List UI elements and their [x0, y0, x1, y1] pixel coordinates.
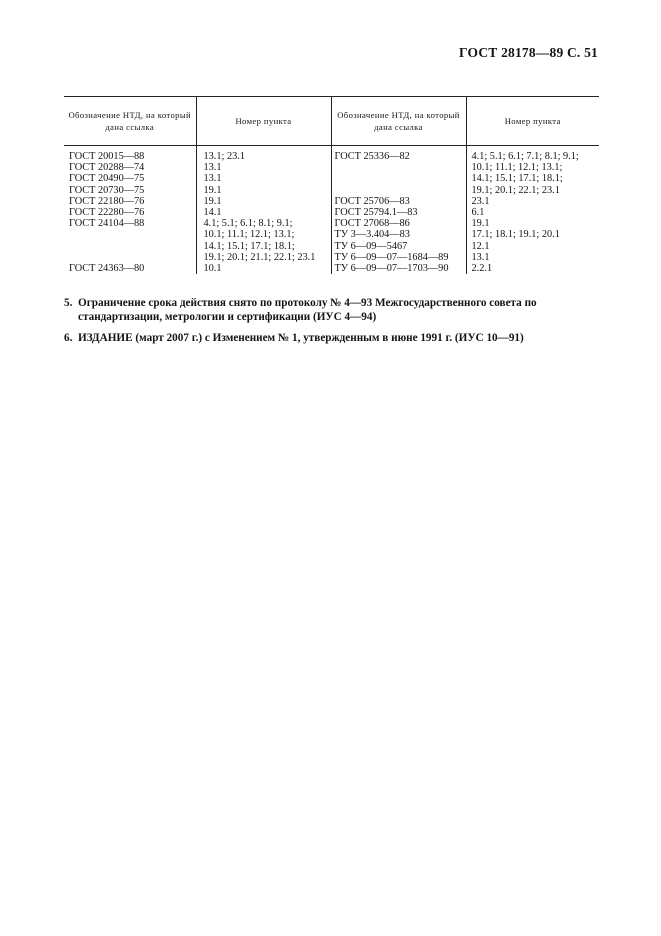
ntd-designation-cell: ТУ 6—09—07—1684—89	[331, 252, 466, 263]
note-number: 6.	[64, 332, 73, 344]
ntd-designation-cell: ГОСТ 20015—88	[69, 151, 145, 162]
ntd-designation-cell: ГОСТ 20490—75	[69, 173, 145, 185]
clause-number-cell: 13.1	[196, 173, 331, 184]
ntd-designation-cell: ГОСТ 20730—75	[69, 184, 145, 196]
clause-number-cell: 13.1	[466, 252, 599, 263]
ntd-designation-cell: ГОСТ 22180—76	[69, 195, 145, 207]
table-row	[64, 229, 599, 240]
references-table	[64, 96, 599, 274]
clause-number-cell: 19.1	[196, 196, 331, 207]
clause-number-cell: 17.1; 18.1; 19.1; 20.1	[466, 229, 599, 240]
table-row	[64, 241, 599, 252]
clause-number-cell: 19.1	[466, 218, 599, 229]
note-6	[64, 331, 604, 345]
column-header: Номер пункта	[466, 97, 599, 146]
ntd-designation-cell	[331, 162, 466, 173]
table-header-row	[64, 97, 599, 146]
note-5	[64, 296, 604, 324]
ntd-designation-cell: ТУ 6—09—5467	[331, 241, 466, 252]
clause-number-cell: 2.2.1	[466, 263, 599, 274]
ntd-designation-cell: ГОСТ 25706—83	[331, 196, 466, 207]
column-header: Номер пункта	[196, 97, 331, 146]
clause-number-cell: 10.1; 11.1; 12.1; 13.1;	[466, 162, 599, 173]
ntd-designation-cell	[331, 185, 466, 196]
clause-number-cell: 13.1	[196, 162, 331, 173]
table-row	[64, 151, 599, 162]
table-row	[64, 207, 599, 218]
table-row	[64, 196, 599, 207]
clause-number-cell: 10.1; 11.1; 12.1; 13.1;	[196, 229, 331, 240]
table-row	[64, 173, 599, 184]
clause-number-cell: 19.1; 20.1; 21.1; 22.1; 23.1	[196, 252, 331, 263]
table-row	[64, 252, 599, 263]
clause-number-cell: 14.1; 15.1; 17.1; 18.1;	[196, 241, 331, 252]
ntd-designation-cell: ГОСТ 25794.1—83	[331, 207, 466, 218]
column-header: Обозначение НТД, на который дана ссылка	[331, 97, 466, 146]
ntd-designation-cell: ГОСТ 27068—86	[331, 218, 466, 229]
ntd-designation-cell: ГОСТ 24363—80	[69, 263, 145, 275]
ntd-designation-cell	[64, 229, 196, 240]
table-row	[64, 185, 599, 196]
clause-number-cell: 19.1; 20.1; 22.1; 23.1	[466, 185, 599, 196]
ntd-designation-cell	[331, 173, 466, 184]
ntd-designation-cell: ГОСТ 22280—76	[69, 207, 145, 219]
note-number: 5.	[64, 297, 73, 309]
clause-number-cell: 13.1; 23.1	[196, 151, 331, 162]
ntd-designation-cell	[64, 241, 196, 252]
table-row	[64, 218, 599, 229]
table-row	[64, 162, 599, 173]
ntd-designation-cell: ГОСТ 20288—74	[69, 162, 145, 174]
clause-number-cell: 6.1	[466, 207, 599, 218]
ntd-designation-cell: ГОСТ 24104—88	[69, 218, 145, 230]
clause-number-cell: 19.1	[196, 185, 331, 196]
table-row	[64, 263, 599, 274]
clause-number-cell: 4.1; 5.1; 6.1; 8.1; 9.1;	[196, 218, 331, 229]
clause-number-cell: 10.1	[196, 263, 331, 274]
clause-number-cell: 4.1; 5.1; 6.1; 7.1; 8.1; 9.1;	[466, 151, 599, 162]
clause-number-cell: 14.1	[196, 207, 331, 218]
ntd-designation-cell	[64, 252, 196, 263]
page-header: ГОСТ 28178—89 С. 51	[459, 45, 598, 60]
ntd-designation-cell: ТУ 6—09—07—1703—90	[331, 263, 466, 274]
ntd-designation-cell: ТУ 3—3.404—83	[331, 229, 466, 240]
clause-number-cell: 14.1; 15.1; 17.1; 18.1;	[466, 173, 599, 184]
note-text: Ограничение срока действия снято по протоколу № 4—93 Межгосударственного совета по стандартизации, метрологии и сертификации (ИУС 4—94)	[78, 297, 537, 323]
table-body	[64, 146, 599, 275]
column-header: Обозначение НТД, на который дана ссылка	[64, 97, 196, 146]
ntd-designation-cell: ГОСТ 25336—82	[331, 151, 466, 162]
note-text: ИЗДАНИЕ (март 2007 г.) с Изменением № 1, утвержденным в июне 1991 г. (ИУС 10—91)	[78, 332, 524, 344]
clause-number-cell: 12.1	[466, 241, 599, 252]
clause-number-cell: 23.1	[466, 196, 599, 207]
